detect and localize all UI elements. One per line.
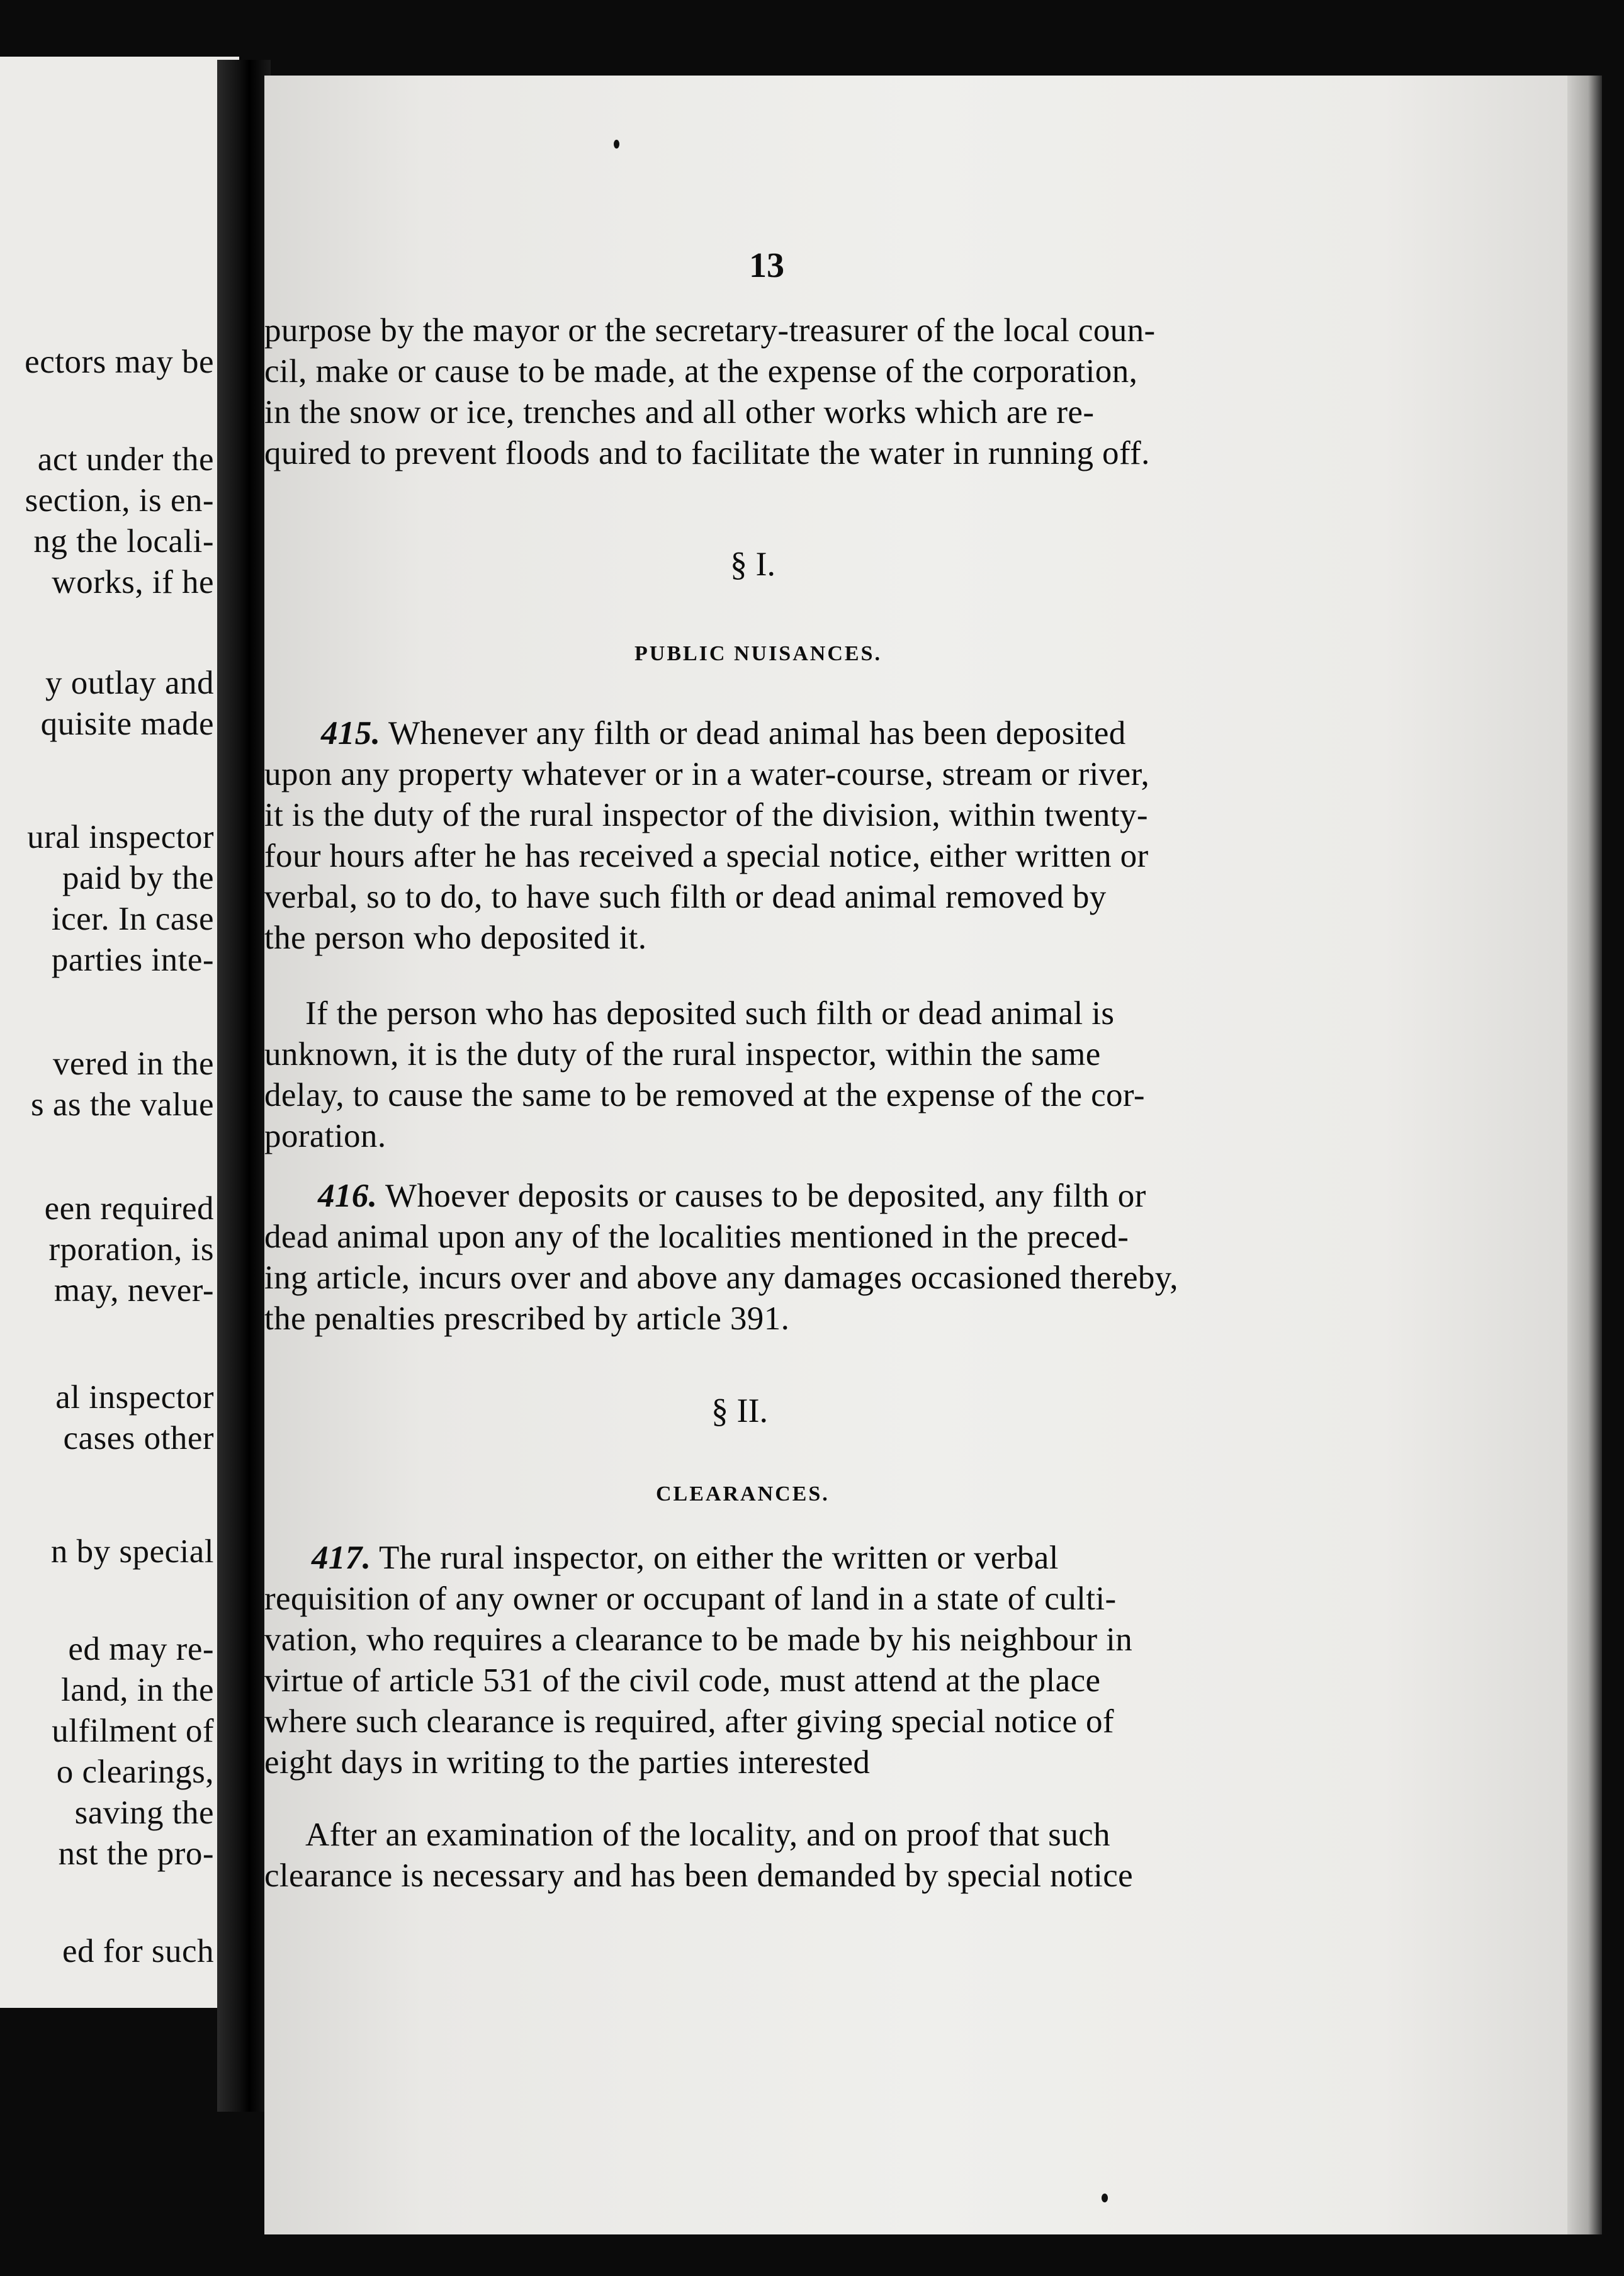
section-title: CLEARANCES. xyxy=(656,1482,830,1506)
left-line: land, in the xyxy=(61,1672,214,1708)
left-line: act under the xyxy=(37,441,214,478)
body-line: ing article, incurs over and above any damages occasioned thereby, xyxy=(264,1259,1178,1296)
left-line: al inspector xyxy=(55,1379,214,1416)
body-line: cil, make or cause to be made, at the expense of the corporation, xyxy=(264,353,1138,390)
article-415-first-line xyxy=(321,714,1126,752)
left-line: rporation, is xyxy=(48,1231,214,1268)
left-line: ed may re- xyxy=(68,1631,214,1667)
body-line: four hours after he has received a special notice, either written or xyxy=(264,838,1149,874)
section-mark: § I. xyxy=(730,545,775,583)
left-line: vered in the xyxy=(52,1045,214,1082)
left-page-fragment xyxy=(0,57,239,2008)
body-line: virtue of article 531 of the civil code, must attend at the place xyxy=(264,1662,1101,1699)
body-line: it is the duty of the rural inspector of the division, within twenty- xyxy=(264,797,1148,833)
body-line: the person who deposited it. xyxy=(264,920,647,956)
body-line: vation, who requires a clearance to be made by his neighbour in xyxy=(264,1621,1133,1658)
left-line: ulfilment of xyxy=(52,1713,214,1749)
body-line: poration. xyxy=(264,1118,386,1154)
body-line: where such clearance is required, after giving special notice of xyxy=(264,1703,1114,1740)
body-line: requisition of any owner or occupant of land in a state of culti- xyxy=(264,1580,1117,1617)
left-line: saving the xyxy=(74,1794,214,1831)
article-number: 415. xyxy=(321,715,381,752)
left-line: works, if he xyxy=(52,564,214,600)
print-speck xyxy=(1102,2194,1108,2202)
article-number: 416. xyxy=(318,1178,378,1214)
left-line: paid by the xyxy=(62,860,214,896)
page-edge-shadow xyxy=(1567,76,1602,2234)
article-number: 417. xyxy=(312,1540,371,1576)
article-417-first-line xyxy=(312,1539,1059,1577)
left-line: section, is en- xyxy=(25,482,214,519)
left-line: ectors may be xyxy=(25,344,214,380)
article-text: The rural inspector, on either the written or verbal xyxy=(371,1540,1059,1576)
left-line: n by special xyxy=(50,1533,214,1570)
left-line: cases other xyxy=(63,1420,214,1456)
left-line: may, never- xyxy=(54,1272,214,1309)
left-line: s as the value xyxy=(30,1086,214,1123)
print-speck xyxy=(614,140,619,149)
body-line: delay, to cause the same to be removed at the expense of the cor- xyxy=(264,1077,1145,1113)
article-text: Whoever deposits or causes to be deposited, any filth or xyxy=(377,1178,1146,1214)
left-line: ng the locali- xyxy=(33,523,214,560)
section-mark: § II. xyxy=(711,1392,768,1429)
body-line: If the person who has deposited such filth or dead animal is xyxy=(305,995,1115,1032)
body-line: in the snow or ice, trenches and all other works which are re- xyxy=(264,394,1095,431)
left-page-text xyxy=(0,57,239,2008)
body-line: the penalties prescribed by article 391. xyxy=(264,1300,790,1337)
page-number: 13 xyxy=(749,246,784,285)
left-line: nst the pro- xyxy=(58,1835,214,1872)
body-line: eight days in writing to the parties interested xyxy=(264,1744,871,1781)
book-gutter-shadow xyxy=(217,60,271,2112)
left-line: ed for such xyxy=(62,1933,214,1969)
article-text: Whenever any filth or dead animal has been deposited xyxy=(380,715,1126,752)
left-line: y outlay and xyxy=(45,665,214,701)
body-line: upon any property whatever or in a water-course, stream or river, xyxy=(264,756,1150,792)
left-line: een required xyxy=(44,1190,214,1227)
left-line: o clearings, xyxy=(56,1754,214,1790)
body-line: unknown, it is the duty of the rural inspector, within the same xyxy=(264,1036,1101,1073)
left-line: icer. In case xyxy=(51,901,214,937)
left-line: parties inte- xyxy=(51,942,214,978)
body-line: dead animal upon any of the localities mentioned in the preced- xyxy=(264,1219,1129,1255)
article-416-first-line xyxy=(318,1177,1146,1215)
body-line: After an examination of the locality, and on proof that such xyxy=(305,1817,1110,1853)
left-line: ural inspector xyxy=(27,819,214,855)
body-line: clearance is necessary and has been demanded by special notice xyxy=(264,1857,1134,1894)
body-line: verbal, so to do, to have such filth or dead animal removed by xyxy=(264,879,1107,915)
section-title: PUBLIC NUISANCES. xyxy=(634,642,882,665)
left-line: quisite made xyxy=(40,706,214,742)
body-line: purpose by the mayor or the secretary-treasurer of the local coun- xyxy=(264,312,1156,349)
body-line: quired to prevent floods and to facilitate the water in running off. xyxy=(264,435,1150,471)
